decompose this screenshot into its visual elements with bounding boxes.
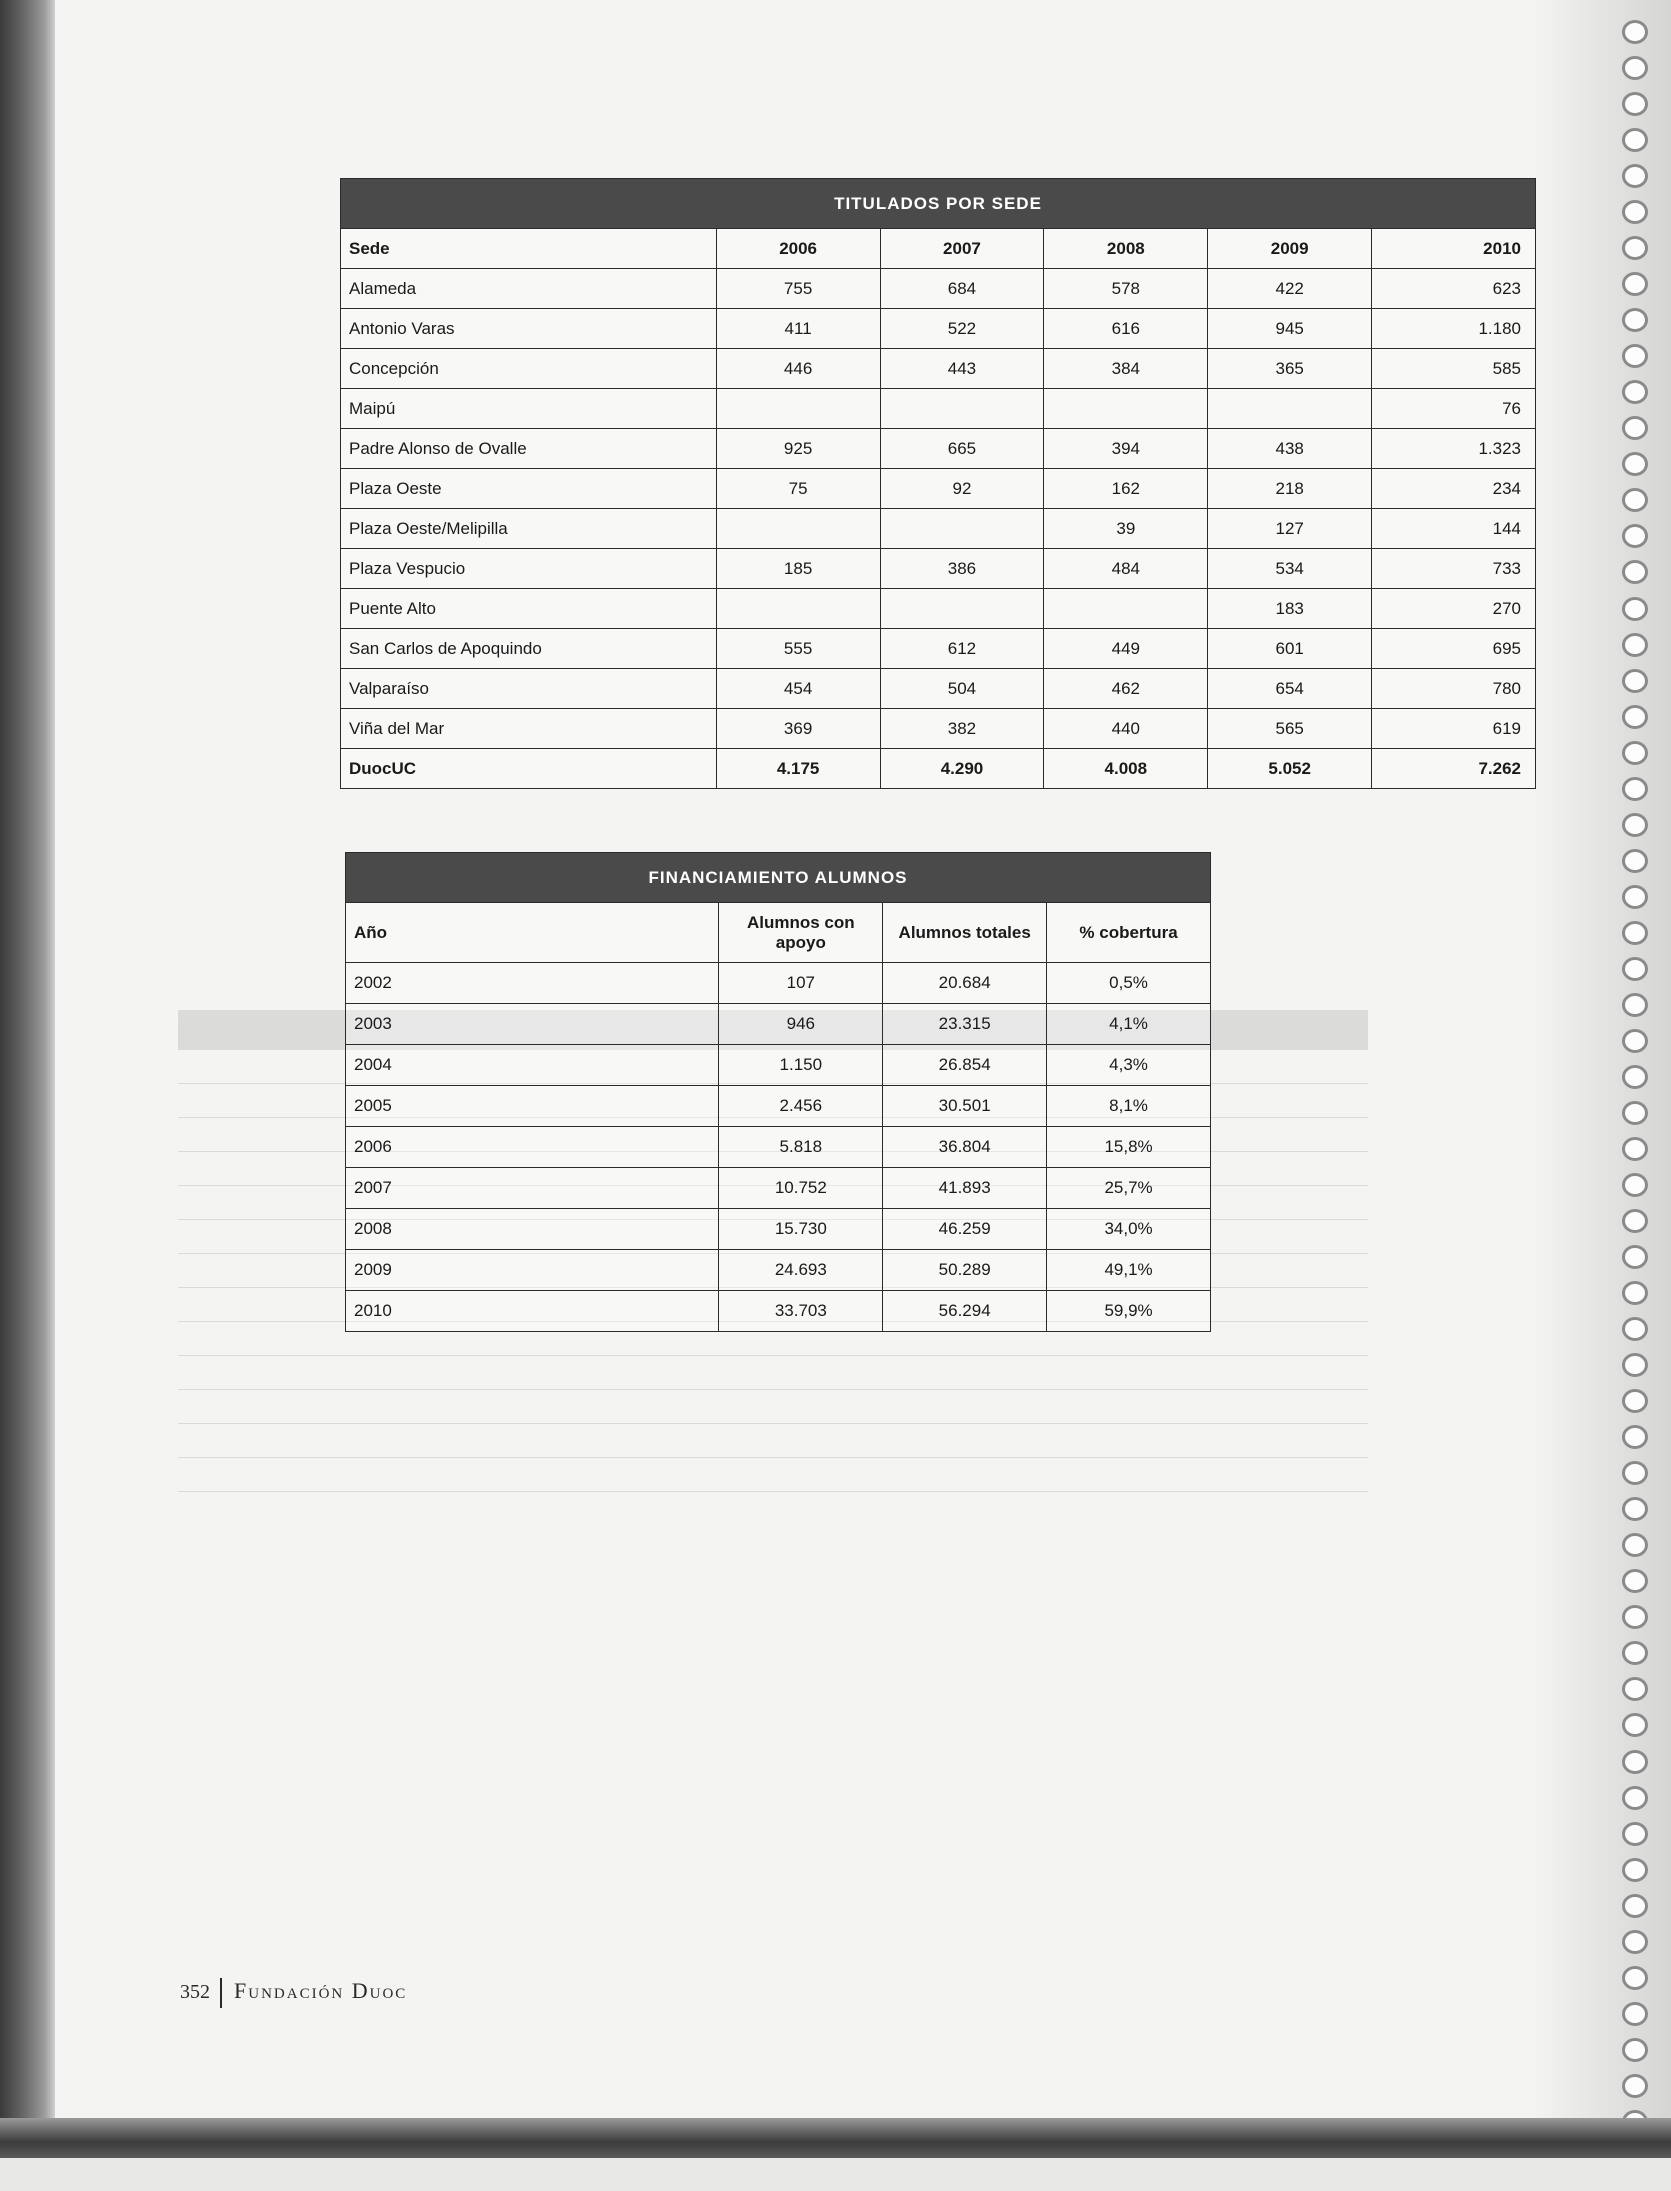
page-left-edge-shadow [0,0,55,2191]
binding-ring [1622,1822,1648,1846]
table-cell: 4,3% [1047,1045,1211,1086]
binding-ring [1622,1137,1648,1161]
column-header: Sede [341,229,717,269]
table-row [341,509,1536,549]
table-cell: 4.008 [1044,749,1208,789]
binding-ring [1622,813,1648,837]
table-cell: 619 [1372,709,1536,749]
table-cell: 39 [1044,509,1208,549]
binding-ring [1622,1677,1648,1701]
binding-ring [1622,741,1648,765]
table-cell: 5.052 [1208,749,1372,789]
table-cell: 386 [880,549,1044,589]
binding-ring [1622,560,1648,584]
table-cell: 8,1% [1047,1086,1211,1127]
table-cell: 394 [1044,429,1208,469]
table-cell: 612 [880,629,1044,669]
binding-ring [1622,705,1648,729]
table-cell: 127 [1208,509,1372,549]
binding-ring [1622,1569,1648,1593]
column-header: Alumnos con apoyo [719,903,883,963]
table-cell [880,509,1044,549]
table-row [341,709,1536,749]
table-cell [1044,589,1208,629]
spiral-binding [1622,20,1656,2170]
table-cell: 384 [1044,349,1208,389]
column-header: Año [346,903,719,963]
table-cell: 382 [880,709,1044,749]
table-cell [1208,389,1372,429]
table-cell: 2009 [346,1250,719,1291]
table-cell: 945 [1208,309,1372,349]
binding-ring [1622,1894,1648,1918]
table-cell: 7.262 [1372,749,1536,789]
table-cell: 144 [1372,509,1536,549]
binding-ring [1622,777,1648,801]
table-cell: 616 [1044,309,1208,349]
table-cell: 2008 [346,1209,719,1250]
binding-ring [1622,1353,1648,1377]
column-header: 2007 [880,229,1044,269]
binding-ring [1622,20,1648,44]
binding-ring [1622,1713,1648,1737]
table-row [346,1127,1211,1168]
table-row [346,1004,1211,1045]
table-cell: 755 [716,269,880,309]
table-row [346,1250,1211,1291]
table-row [346,963,1211,1004]
table-cell: Plaza Oeste [341,469,717,509]
binding-ring [1622,308,1648,332]
table-cell: Antonio Varas [341,309,717,349]
table-cell: 23.315 [883,1004,1047,1045]
binding-ring [1622,1281,1648,1305]
table-cell: 462 [1044,669,1208,709]
table-cell: 33.703 [719,1291,883,1332]
table-cell: 2003 [346,1004,719,1045]
table-cell: 5.818 [719,1127,883,1168]
table-cell: 534 [1208,549,1372,589]
table-row [346,1291,1211,1332]
binding-ring [1622,885,1648,909]
binding-ring [1622,1317,1648,1341]
table-cell: 925 [716,429,880,469]
column-header: 2010 [1372,229,1536,269]
table-cell: 369 [716,709,880,749]
binding-ring [1622,56,1648,80]
table-cell: 446 [716,349,880,389]
binding-ring [1622,2074,1648,2098]
table-row [341,429,1536,469]
binding-ring [1622,1497,1648,1521]
table-cell: 522 [880,309,1044,349]
table-cell: 25,7% [1047,1168,1211,1209]
binding-ring [1622,272,1648,296]
table-cell: 440 [1044,709,1208,749]
binding-ring [1622,1425,1648,1449]
scanner-background [0,2158,1671,2191]
table-header-row [346,903,1211,963]
table-cell: 185 [716,549,880,589]
table-total-row [341,749,1536,789]
binding-ring [1622,236,1648,260]
table-cell: 946 [719,1004,883,1045]
table-cell: 234 [1372,469,1536,509]
table-cell: 1.180 [1372,309,1536,349]
table-row [341,669,1536,709]
table-row [346,1045,1211,1086]
table-cell: 601 [1208,629,1372,669]
table-cell: 438 [1208,429,1372,469]
table-cell: 107 [719,963,883,1004]
table-cell [880,389,1044,429]
binding-ring [1622,344,1648,368]
table-cell: 4,1% [1047,1004,1211,1045]
table-cell: 654 [1208,669,1372,709]
table-row [341,589,1536,629]
table-cell: 449 [1044,629,1208,669]
table-cell: 56.294 [883,1291,1047,1332]
table-cell: 443 [880,349,1044,389]
page-number: 352 [180,1981,210,2003]
table-cell: Padre Alonso de Ovalle [341,429,717,469]
table-cell: 623 [1372,269,1536,309]
table-cell: 1.150 [719,1045,883,1086]
table-cell: Puente Alto [341,589,717,629]
table-header-row [341,229,1536,269]
table-cell: 365 [1208,349,1372,389]
table-cell: 10.752 [719,1168,883,1209]
binding-ring [1622,2002,1648,2026]
table-cell: 41.893 [883,1168,1047,1209]
binding-ring [1622,921,1648,945]
table-row [341,549,1536,589]
binding-ring [1622,1101,1648,1125]
table-cell: 76 [1372,389,1536,429]
table-cell: 46.259 [883,1209,1047,1250]
table-cell: 578 [1044,269,1208,309]
table-cell: Valparaíso [341,669,717,709]
footer-divider [220,1978,222,2008]
table-cell: 2002 [346,963,719,1004]
table-cell: 30.501 [883,1086,1047,1127]
binding-ring [1622,1065,1648,1089]
table-row [341,629,1536,669]
table-cell: 183 [1208,589,1372,629]
table-cell [716,589,880,629]
binding-ring [1622,633,1648,657]
table-cell: Viña del Mar [341,709,717,749]
table-cell: 422 [1208,269,1372,309]
table-cell: 2004 [346,1045,719,1086]
binding-ring [1622,92,1648,116]
binding-ring [1622,1605,1648,1629]
table-cell: 270 [1372,589,1536,629]
table-cell: 484 [1044,549,1208,589]
column-header: Alumnos totales [883,903,1047,963]
table-cell: 2007 [346,1168,719,1209]
table-cell: 411 [716,309,880,349]
binding-ring [1622,452,1648,476]
footer-organization: Fundación Duoc [234,1978,408,2003]
column-header: % cobertura [1047,903,1211,963]
table-row [346,1209,1211,1250]
binding-ring [1622,416,1648,440]
table-cell: 585 [1372,349,1536,389]
binding-ring [1622,957,1648,981]
table-cell: San Carlos de Apoquindo [341,629,717,669]
table-cell: 24.693 [719,1250,883,1291]
table-cell: 34,0% [1047,1209,1211,1250]
table-cell: 695 [1372,629,1536,669]
binding-ring [1622,1173,1648,1197]
titulados-por-sede-table [340,178,1536,789]
binding-ring [1622,1209,1648,1233]
table-cell: 4.290 [880,749,1044,789]
table-row [346,1168,1211,1209]
table-title: TITULADOS POR SEDE [341,179,1536,229]
table-cell: 2.456 [719,1086,883,1127]
column-header: 2006 [716,229,880,269]
table-cell: Concepción [341,349,717,389]
table-cell: Plaza Oeste/Melipilla [341,509,717,549]
table-cell: 92 [880,469,1044,509]
table-cell: 4.175 [716,749,880,789]
table-row [341,309,1536,349]
table-cell: 20.684 [883,963,1047,1004]
binding-ring [1622,128,1648,152]
table-cell: 780 [1372,669,1536,709]
table-cell: 36.804 [883,1127,1047,1168]
binding-ring [1622,669,1648,693]
table-cell: Plaza Vespucio [341,549,717,589]
binding-ring [1622,524,1648,548]
table-cell: DuocUC [341,749,717,789]
table-cell [716,389,880,429]
table-cell: 162 [1044,469,1208,509]
table-cell: 2010 [346,1291,719,1332]
table-cell [880,589,1044,629]
table-cell: 0,5% [1047,963,1211,1004]
binding-ring [1622,200,1648,224]
table-cell: 218 [1208,469,1372,509]
binding-ring [1622,849,1648,873]
table-cell: 555 [716,629,880,669]
column-header: 2009 [1208,229,1372,269]
financiamiento-alumnos-table [345,852,1211,1332]
table-cell: 733 [1372,549,1536,589]
table-cell: 59,9% [1047,1291,1211,1332]
table-cell: 50.289 [883,1250,1047,1291]
table-cell: 665 [880,429,1044,469]
table-cell: 684 [880,269,1044,309]
column-header: 2008 [1044,229,1208,269]
binding-ring [1622,1461,1648,1485]
binding-ring [1622,380,1648,404]
table-cell: 75 [716,469,880,509]
binding-ring [1622,1245,1648,1269]
binding-ring [1622,1786,1648,1810]
page-bottom-edge-shadow [0,2118,1671,2158]
table-title: FINANCIAMIENTO ALUMNOS [346,853,1211,903]
table-row [341,349,1536,389]
table-cell: 504 [880,669,1044,709]
table-cell: 26.854 [883,1045,1047,1086]
table-cell: 1.323 [1372,429,1536,469]
binding-ring [1622,1029,1648,1053]
binding-ring [1622,1930,1648,1954]
table-cell: 565 [1208,709,1372,749]
binding-ring [1622,1533,1648,1557]
table-cell: 49,1% [1047,1250,1211,1291]
binding-ring [1622,1389,1648,1413]
binding-ring [1622,1966,1648,1990]
table-row [341,469,1536,509]
table-cell: 2006 [346,1127,719,1168]
table-cell: Maipú [341,389,717,429]
table-row [346,1086,1211,1127]
table-cell: 2005 [346,1086,719,1127]
table-row [341,269,1536,309]
table-cell [1044,389,1208,429]
table-cell: 15,8% [1047,1127,1211,1168]
table-row [341,389,1536,429]
table-cell [716,509,880,549]
binding-ring [1622,164,1648,188]
binding-ring [1622,1641,1648,1665]
binding-ring [1622,993,1648,1017]
binding-ring [1622,488,1648,512]
binding-ring [1622,597,1648,621]
binding-ring [1622,1750,1648,1774]
table-cell: Alameda [341,269,717,309]
binding-ring [1622,1858,1648,1882]
binding-ring [1622,2038,1648,2062]
table-cell: 15.730 [719,1209,883,1250]
page-footer [180,1978,407,2008]
table-cell: 454 [716,669,880,709]
